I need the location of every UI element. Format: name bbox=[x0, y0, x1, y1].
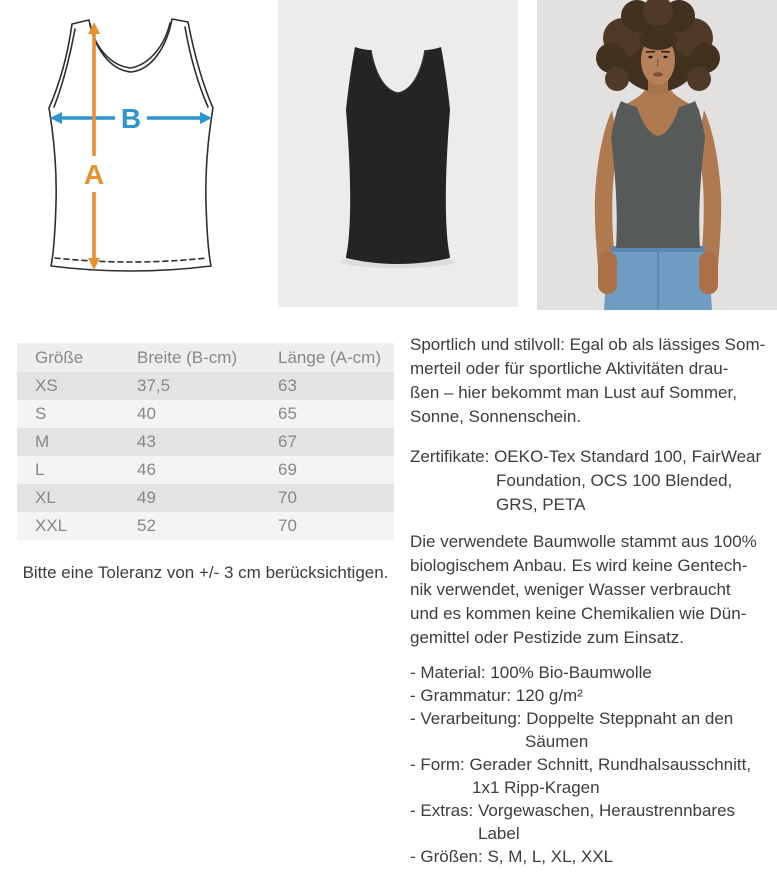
certificates-paragraph bbox=[410, 445, 777, 517]
model-photo-image bbox=[537, 0, 777, 310]
table-row bbox=[17, 400, 394, 428]
spec-line: - Form: Gerader Schnitt, Rundhalsausschnitt, bbox=[410, 755, 752, 774]
width-label-b: B bbox=[120, 103, 142, 134]
text-line: ßen – hier bekommt man Lust auf Sommer, bbox=[410, 383, 737, 402]
spec-line: 1x1 Ripp-Kragen bbox=[472, 778, 600, 797]
size-cell: XXL bbox=[35, 516, 68, 535]
table-row bbox=[17, 428, 394, 456]
text-line: Foundation, OCS 100 Blended, bbox=[496, 471, 733, 490]
jeans bbox=[604, 246, 712, 310]
specs-list bbox=[410, 661, 777, 868]
spec-line: - Größen: S, M, L, XL, XXL bbox=[410, 847, 614, 866]
product-description bbox=[410, 333, 777, 868]
spec-line: - Extras: Vorgewaschen, Heraustrennbares bbox=[410, 801, 736, 820]
text-line: Sonne, Sonnenschein. bbox=[410, 407, 582, 426]
size-cell: XS bbox=[35, 376, 58, 395]
text-line: biologischem Anbau. Es wird keine Gentech- bbox=[410, 556, 748, 575]
arrowhead-down-icon bbox=[88, 258, 100, 270]
size-diagram-drawing bbox=[28, 8, 246, 300]
hairline bbox=[639, 28, 677, 50]
table-row bbox=[17, 456, 394, 484]
col-header-groesse: Größe bbox=[35, 347, 84, 367]
text-line: merteil oder für sportliche Aktivitäten drau- bbox=[410, 359, 729, 378]
table-row bbox=[17, 512, 394, 540]
spec-line: Label bbox=[478, 824, 520, 843]
laenge-cell: 69 bbox=[278, 460, 297, 479]
table-row bbox=[17, 372, 394, 400]
breite-cell: 49 bbox=[137, 488, 156, 507]
breite-cell: 43 bbox=[137, 432, 156, 451]
breite-cell: 40 bbox=[137, 404, 156, 423]
size-table bbox=[17, 343, 394, 540]
spec-line: Säumen bbox=[525, 732, 589, 751]
spec-line: - Grammatur: 120 g/m² bbox=[410, 686, 583, 705]
col-header-breite: Breite (B-cm) bbox=[137, 347, 238, 367]
laenge-cell: 67 bbox=[278, 432, 297, 451]
size-cell: XL bbox=[35, 488, 56, 507]
laenge-cell: 63 bbox=[278, 376, 297, 395]
spec-line: - Verarbeitung: Doppelte Steppnaht an den bbox=[410, 709, 734, 728]
spec-line: - Material: 100% Bio-Baumwolle bbox=[410, 663, 652, 682]
text-line: GRS, PETA bbox=[496, 495, 586, 514]
length-arrow-a bbox=[84, 22, 104, 270]
size-cell: S bbox=[35, 404, 47, 423]
tolerance-note: Bitte eine Toleranz von +/- 3 cm berücksichtigen. bbox=[22, 563, 389, 582]
laenge-cell: 65 bbox=[278, 404, 297, 423]
hem-stitch-line bbox=[55, 258, 207, 262]
text-line: Zertifikate: OEKO-Tex Standard 100, FairWear bbox=[410, 447, 762, 466]
length-label-a: A bbox=[83, 159, 105, 190]
size-cell: M bbox=[35, 432, 50, 451]
text-line: Sportlich und stilvoll: Egal ob als lässiges Som- bbox=[410, 335, 766, 354]
text-line: gemittel oder Pestizide zum Einsatz. bbox=[410, 628, 685, 647]
laenge-cell: 70 bbox=[278, 516, 297, 535]
text-line: und es kommen keine Chemikalien wie Dün- bbox=[410, 604, 747, 623]
col-header-laenge: Länge (A-cm) bbox=[278, 347, 381, 367]
product-photo-flat bbox=[278, 0, 518, 307]
breite-cell: 46 bbox=[137, 460, 156, 479]
text-line: nik verwendet, weniger Wasser verbraucht bbox=[410, 580, 731, 599]
table-row bbox=[17, 484, 394, 512]
product-photo-model bbox=[537, 0, 777, 310]
flat-photo-image bbox=[278, 0, 518, 307]
breite-cell: 37,5 bbox=[137, 376, 171, 395]
width-arrow-b bbox=[50, 103, 212, 134]
size-cell: L bbox=[35, 460, 45, 479]
table-header-row bbox=[17, 343, 394, 372]
tank-top-outline bbox=[49, 19, 213, 271]
size-diagram bbox=[28, 8, 246, 300]
breite-cell: 52 bbox=[137, 516, 156, 535]
intro-paragraph bbox=[410, 333, 777, 429]
laenge-cell: 70 bbox=[278, 488, 297, 507]
cotton-paragraph bbox=[410, 530, 777, 650]
text-line: Die verwendete Baumwolle stammt aus 100% bbox=[410, 532, 757, 551]
